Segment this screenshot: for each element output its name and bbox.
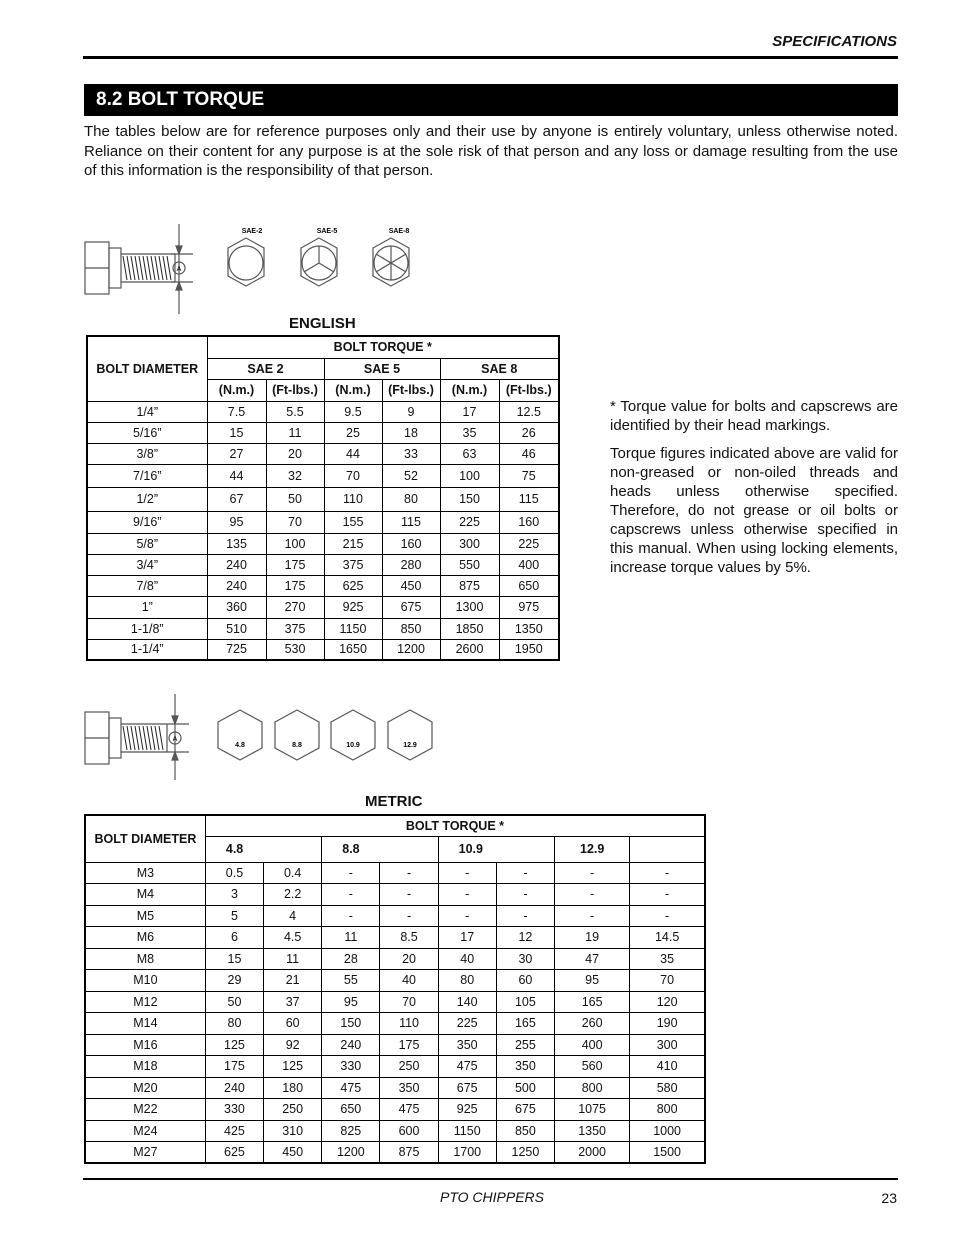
torque-value-cell: 1500 [630, 1142, 705, 1164]
table-row [87, 618, 559, 639]
table-row [85, 1056, 705, 1078]
torque-value-cell: 37 [264, 991, 322, 1013]
torque-value-cell: 2.2 [264, 884, 322, 906]
torque-value-cell: 2600 [440, 639, 499, 660]
torque-value-cell: 270 [266, 596, 324, 618]
torque-value-cell: - [496, 884, 554, 906]
torque-value-cell: 650 [499, 575, 559, 596]
head-label: SAE-2 [241, 228, 263, 235]
running-header: SPECIFICATIONS [772, 33, 897, 50]
torque-value-cell: 7.5 [207, 401, 266, 422]
bolt-size-cell: M22 [85, 1099, 205, 1121]
torque-value-cell: 400 [499, 554, 559, 575]
torque-value-cell: 15 [207, 422, 266, 443]
bolt-size-cell: M4 [85, 884, 205, 906]
torque-value-cell: 120 [630, 991, 705, 1013]
torque-value-cell: 40 [438, 948, 496, 970]
torque-value-cell: 300 [630, 1034, 705, 1056]
torque-value-cell: - [630, 884, 705, 906]
torque-value-cell: 1700 [438, 1142, 496, 1164]
torque-value-cell: 1350 [555, 1120, 630, 1142]
torque-value-cell: 80 [438, 970, 496, 992]
torque-value-cell: 255 [496, 1034, 554, 1056]
torque-value-cell: 1350 [499, 618, 559, 639]
metric-table-title: METRIC [365, 793, 423, 810]
torque-value-cell: 925 [438, 1099, 496, 1121]
torque-value-cell: 44 [207, 464, 266, 487]
torque-value-cell: 875 [380, 1142, 438, 1164]
bolt-size-cell: M12 [85, 991, 205, 1013]
bolt-size-cell: 3/8” [87, 443, 207, 464]
table-row [87, 511, 559, 533]
torque-value-cell: 825 [322, 1120, 380, 1142]
bolt-size-cell: M14 [85, 1013, 205, 1035]
table-row [85, 948, 705, 970]
torque-value-cell: - [555, 862, 630, 884]
torque-value-cell: 20 [380, 948, 438, 970]
torque-value-cell: 95 [322, 991, 380, 1013]
torque-value-cell: 450 [264, 1142, 322, 1164]
torque-value-cell: 650 [322, 1099, 380, 1121]
torque-value-cell: 375 [266, 618, 324, 639]
bolt-size-cell: 7/8” [87, 575, 207, 596]
torque-value-cell: - [322, 884, 380, 906]
torque-value-cell: 250 [380, 1056, 438, 1078]
torque-value-cell: 360 [207, 596, 266, 618]
torque-value-cell: 250 [264, 1099, 322, 1121]
head-label: 12.9 [403, 742, 417, 749]
torque-value-cell: 46 [499, 443, 559, 464]
torque-value-cell: 8.5 [380, 927, 438, 949]
english-torque-table [86, 335, 560, 661]
torque-value-cell: 875 [440, 575, 499, 596]
torque-value-cell: 70 [630, 970, 705, 992]
bolt-size-cell: M5 [85, 905, 205, 927]
bolt-size-cell: 9/16” [87, 511, 207, 533]
note-head-markings: * Torque value for bolts and capscrews are identified by their head markings. [610, 398, 898, 434]
torque-value-cell: 17 [440, 401, 499, 422]
torque-value-cell: 135 [207, 533, 266, 554]
torque-value-cell: 350 [438, 1034, 496, 1056]
torque-value-cell: 850 [382, 618, 440, 639]
unit-header: (N.m.) [207, 379, 266, 401]
torque-value-cell: 75 [499, 464, 559, 487]
bolt-size-cell: M6 [85, 927, 205, 949]
torque-value-cell: 26 [499, 422, 559, 443]
table-row [85, 884, 705, 906]
torque-value-cell: 925 [324, 596, 382, 618]
bolt-size-cell: M3 [85, 862, 205, 884]
torque-value-cell: 32 [266, 464, 324, 487]
metric-bolt-diagram [83, 690, 443, 785]
torque-value-cell: 500 [496, 1077, 554, 1099]
section-title: 8.2 BOLT TORQUE [84, 84, 898, 116]
bolt-size-cell: 1-1/4” [87, 639, 207, 660]
torque-value-cell: 4.5 [264, 927, 322, 949]
torque-value-cell: 350 [380, 1077, 438, 1099]
torque-value-cell: 35 [440, 422, 499, 443]
torque-value-cell: - [322, 862, 380, 884]
table-row [85, 862, 705, 884]
torque-value-cell: 30 [496, 948, 554, 970]
torque-value-cell: 9.5 [324, 401, 382, 422]
head-label: SAE-5 [316, 228, 338, 235]
torque-value-cell: 975 [499, 596, 559, 618]
torque-value-cell: - [380, 862, 438, 884]
torque-value-cell: 20 [266, 443, 324, 464]
table-row [87, 401, 559, 422]
torque-value-cell: 1650 [324, 639, 382, 660]
table-row [85, 1120, 705, 1142]
torque-value-cell: 240 [205, 1077, 263, 1099]
torque-value-cell: 600 [380, 1120, 438, 1142]
torque-value-cell: 70 [266, 511, 324, 533]
torque-value-cell: 35 [630, 948, 705, 970]
torque-value-cell: 410 [630, 1056, 705, 1078]
table-row [87, 575, 559, 596]
torque-value-cell: 330 [322, 1056, 380, 1078]
torque-value-cell: 850 [496, 1120, 554, 1142]
page-number: 23 [881, 1190, 897, 1206]
bolt-size-cell: 7/16” [87, 464, 207, 487]
torque-value-cell: 52 [382, 464, 440, 487]
head-label: 8.8 [292, 742, 302, 749]
english-table-title: ENGLISH [289, 315, 356, 332]
torque-value-cell: 240 [207, 554, 266, 575]
grade-header: 8.8 [322, 836, 438, 862]
torque-value-cell: 92 [264, 1034, 322, 1056]
torque-value-cell: 6 [205, 927, 263, 949]
callout-label: A [176, 266, 182, 273]
torque-value-cell: 800 [630, 1099, 705, 1121]
torque-value-cell: 28 [322, 948, 380, 970]
torque-value-cell: 125 [205, 1034, 263, 1056]
torque-value-cell: 1850 [440, 618, 499, 639]
torque-value-cell: 375 [324, 554, 382, 575]
grade-header-blank [630, 836, 705, 862]
torque-value-cell: - [322, 905, 380, 927]
torque-value-cell: - [555, 884, 630, 906]
torque-value-cell: 70 [380, 991, 438, 1013]
bolt-size-cell: 5/16” [87, 422, 207, 443]
table-row [87, 554, 559, 575]
torque-value-cell: 60 [496, 970, 554, 992]
torque-value-cell: 1075 [555, 1099, 630, 1121]
bolt-size-cell: M10 [85, 970, 205, 992]
bolt-size-cell: 1” [87, 596, 207, 618]
torque-value-cell: 475 [380, 1099, 438, 1121]
torque-value-cell: 165 [555, 991, 630, 1013]
torque-value-cell: 55 [322, 970, 380, 992]
torque-value-cell: 175 [266, 554, 324, 575]
torque-value-cell: 125 [264, 1056, 322, 1078]
torque-value-cell: 29 [205, 970, 263, 992]
bolt-torque-header: BOLT TORQUE * [207, 336, 559, 358]
torque-value-cell: 4 [264, 905, 322, 927]
grade-header: 12.9 [555, 836, 630, 862]
table-row [85, 1034, 705, 1056]
torque-value-cell: 160 [499, 511, 559, 533]
torque-value-cell: 27 [207, 443, 266, 464]
table-row [85, 905, 705, 927]
table-row [85, 970, 705, 992]
torque-value-cell: 1200 [382, 639, 440, 660]
torque-value-cell: 175 [380, 1034, 438, 1056]
torque-value-cell: 21 [264, 970, 322, 992]
note-lubrication: Torque figures indicated above are valid for non-greased or non-oiled threads and heads unless otherwise specified. Therefore, do not grease or oil bolts or capscrews unless otherwise specified in this manual. When using locking elements, increase torque values by 5%. [610, 445, 898, 576]
torque-value-cell: - [380, 884, 438, 906]
torque-value-cell: 190 [630, 1013, 705, 1035]
torque-value-cell: 0.5 [205, 862, 263, 884]
torque-value-cell: 310 [264, 1120, 322, 1142]
torque-value-cell: 725 [207, 639, 266, 660]
torque-value-cell: 110 [324, 487, 382, 511]
torque-value-cell: 40 [380, 970, 438, 992]
callout-label: A [172, 736, 178, 743]
bolt-size-cell: M20 [85, 1077, 205, 1099]
bolt-size-cell: M27 [85, 1142, 205, 1164]
torque-value-cell: - [438, 862, 496, 884]
torque-value-cell: 215 [324, 533, 382, 554]
bolt-size-cell: 1/4” [87, 401, 207, 422]
torque-value-cell: 80 [205, 1013, 263, 1035]
bolt-size-cell: 1/2” [87, 487, 207, 511]
torque-value-cell: 260 [555, 1013, 630, 1035]
torque-value-cell: 580 [630, 1077, 705, 1099]
table-row [87, 443, 559, 464]
unit-header: (N.m.) [324, 379, 382, 401]
torque-value-cell: 5 [205, 905, 263, 927]
torque-value-cell: 180 [264, 1077, 322, 1099]
torque-value-cell: 350 [496, 1056, 554, 1078]
torque-value-cell: 15 [205, 948, 263, 970]
torque-value-cell: 225 [499, 533, 559, 554]
table-row [87, 596, 559, 618]
torque-value-cell: 1950 [499, 639, 559, 660]
bolt-diameter-header: BOLT DIAMETER [87, 336, 207, 401]
torque-value-cell: 5.5 [266, 401, 324, 422]
torque-value-cell: 44 [324, 443, 382, 464]
head-label: SAE-8 [388, 228, 410, 235]
torque-value-cell: 475 [322, 1077, 380, 1099]
torque-value-cell: 19 [555, 927, 630, 949]
torque-value-cell: 560 [555, 1056, 630, 1078]
torque-value-cell: 330 [205, 1099, 263, 1121]
torque-value-cell: 450 [382, 575, 440, 596]
bolt-size-cell: M18 [85, 1056, 205, 1078]
torque-notes [610, 397, 898, 586]
torque-value-cell: 1150 [324, 618, 382, 639]
torque-value-cell: 95 [555, 970, 630, 992]
header-rule [83, 56, 898, 59]
torque-value-cell: 625 [205, 1142, 263, 1164]
torque-value-cell: 3 [205, 884, 263, 906]
torque-value-cell: 100 [266, 533, 324, 554]
torque-value-cell: 17 [438, 927, 496, 949]
bolt-size-cell: 1-1/8” [87, 618, 207, 639]
torque-value-cell: 1200 [322, 1142, 380, 1164]
torque-value-cell: 95 [207, 511, 266, 533]
bolt-size-cell: 3/4” [87, 554, 207, 575]
head-label: 10.9 [346, 742, 360, 749]
torque-value-cell: - [496, 905, 554, 927]
torque-value-cell: 1300 [440, 596, 499, 618]
torque-value-cell: - [496, 862, 554, 884]
bolt-torque-header: BOLT TORQUE * [205, 815, 705, 836]
torque-value-cell: 12.5 [499, 401, 559, 422]
bolt-size-cell: M24 [85, 1120, 205, 1142]
torque-value-cell: 63 [440, 443, 499, 464]
torque-value-cell: 240 [322, 1034, 380, 1056]
grade-header: 10.9 [438, 836, 554, 862]
torque-value-cell: - [380, 905, 438, 927]
torque-value-cell: 60 [264, 1013, 322, 1035]
torque-value-cell: 12 [496, 927, 554, 949]
torque-value-cell: 115 [499, 487, 559, 511]
torque-value-cell: 80 [382, 487, 440, 511]
torque-value-cell: 800 [555, 1077, 630, 1099]
unit-header: (Ft-lbs.) [499, 379, 559, 401]
torque-value-cell: 225 [438, 1013, 496, 1035]
torque-value-cell: 675 [438, 1077, 496, 1099]
torque-value-cell: 150 [440, 487, 499, 511]
torque-value-cell: 50 [266, 487, 324, 511]
unit-header: (Ft-lbs.) [382, 379, 440, 401]
bolt-size-cell: M16 [85, 1034, 205, 1056]
table-row [85, 1099, 705, 1121]
bolt-size-cell: 5/8” [87, 533, 207, 554]
table-row [87, 422, 559, 443]
table-row [85, 1142, 705, 1164]
torque-value-cell: 110 [380, 1013, 438, 1035]
torque-value-cell: 675 [382, 596, 440, 618]
footer-product: PTO CHIPPERS [440, 1189, 544, 1205]
torque-value-cell: - [438, 884, 496, 906]
torque-value-cell: 625 [324, 575, 382, 596]
torque-value-cell: 25 [324, 422, 382, 443]
bolt-diameter-header: BOLT DIAMETER [85, 815, 205, 862]
torque-value-cell: 300 [440, 533, 499, 554]
torque-value-cell: 530 [266, 639, 324, 660]
table-row [85, 1013, 705, 1035]
unit-header: (Ft-lbs.) [266, 379, 324, 401]
torque-value-cell: 140 [438, 991, 496, 1013]
metric-torque-table [84, 814, 706, 1164]
bolt-size-cell: M8 [85, 948, 205, 970]
torque-value-cell: 160 [382, 533, 440, 554]
torque-value-cell: 50 [205, 991, 263, 1013]
torque-value-cell: - [438, 905, 496, 927]
torque-value-cell: 67 [207, 487, 266, 511]
torque-value-cell: 150 [322, 1013, 380, 1035]
grade-header: SAE 2 [207, 358, 324, 379]
torque-value-cell: - [630, 862, 705, 884]
torque-value-cell: 175 [205, 1056, 263, 1078]
table-row [87, 639, 559, 660]
torque-value-cell: 675 [496, 1099, 554, 1121]
table-row [85, 991, 705, 1013]
torque-value-cell: 14.5 [630, 927, 705, 949]
torque-value-cell: 510 [207, 618, 266, 639]
torque-value-cell: - [630, 905, 705, 927]
torque-value-cell: 33 [382, 443, 440, 464]
footer-rule [83, 1178, 898, 1180]
torque-value-cell: 18 [382, 422, 440, 443]
table-row [87, 533, 559, 554]
torque-value-cell: 2000 [555, 1142, 630, 1164]
table-row [87, 464, 559, 487]
torque-value-cell: 11 [264, 948, 322, 970]
torque-value-cell: 475 [438, 1056, 496, 1078]
torque-value-cell: 0.4 [264, 862, 322, 884]
torque-value-cell: 280 [382, 554, 440, 575]
torque-value-cell: 1250 [496, 1142, 554, 1164]
torque-value-cell: 1000 [630, 1120, 705, 1142]
table-row [85, 927, 705, 949]
torque-value-cell: 155 [324, 511, 382, 533]
intro-paragraph: The tables below are for reference purposes only and their use by anyone is entirely voluntary, unless otherwise noted. Reliance on their content for any purpose is at the sole risk of that person and any loss or damage resulting from the use of this information is the responsibility of that person. [84, 123, 898, 179]
torque-value-cell: 105 [496, 991, 554, 1013]
grade-header: SAE 8 [440, 358, 559, 379]
table-row [85, 1077, 705, 1099]
torque-value-cell: 70 [324, 464, 382, 487]
torque-value-cell: 225 [440, 511, 499, 533]
torque-value-cell: 11 [266, 422, 324, 443]
torque-value-cell: 115 [382, 511, 440, 533]
torque-value-cell: 11 [322, 927, 380, 949]
torque-value-cell: 240 [207, 575, 266, 596]
torque-value-cell: 165 [496, 1013, 554, 1035]
torque-value-cell: 47 [555, 948, 630, 970]
table-row [87, 487, 559, 511]
torque-value-cell: 425 [205, 1120, 263, 1142]
grade-header: 4.8 [205, 836, 321, 862]
torque-value-cell: 1150 [438, 1120, 496, 1142]
unit-header: (N.m.) [440, 379, 499, 401]
head-label: 4.8 [235, 742, 245, 749]
torque-value-cell: 550 [440, 554, 499, 575]
grade-header: SAE 5 [324, 358, 440, 379]
torque-value-cell: 100 [440, 464, 499, 487]
torque-value-cell: - [555, 905, 630, 927]
sae-bolt-diagram [83, 220, 428, 318]
torque-value-cell: 400 [555, 1034, 630, 1056]
torque-value-cell: 175 [266, 575, 324, 596]
torque-value-cell: 9 [382, 401, 440, 422]
